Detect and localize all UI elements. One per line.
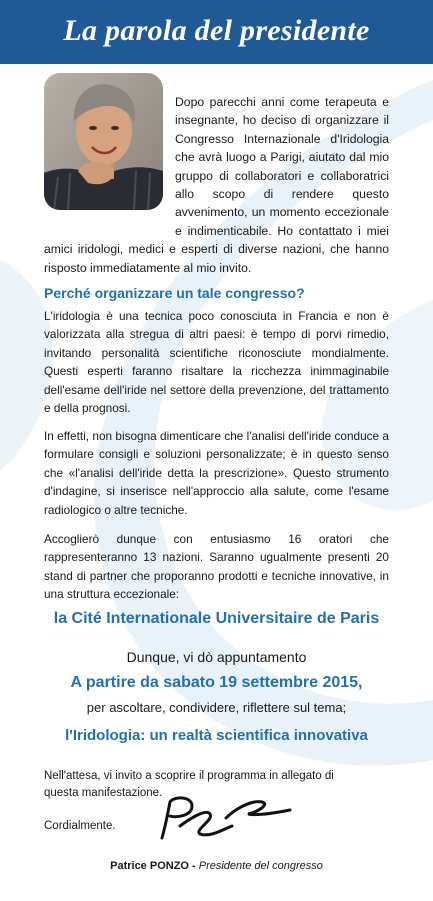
header-bar [0, 0, 433, 64]
date-line: A partire da sabato 19 settembre 2015, [70, 674, 363, 691]
intro-text: Dopo parecchi anni come terapeuta e insegnante, ho deciso di organizzare il Congresso Internazionale d'Iridologia che avrà luogo a Parigi, aiutato dal mio gruppo di collaboratori e collaboratrici allo scopo di rendere questo avvenimento, un momento eccezionale e indimenticabile. Ho contattato i miei amici iridologi, medici e esperti di diverse nazioni, che hanno risposto immediatamente al mio invito. [44, 95, 389, 275]
salutation: Cordialmente. [44, 820, 116, 832]
theme-line: l'Iridologia: un realtà scientifica innovativa [65, 727, 368, 744]
portrait-spacer [44, 93, 175, 223]
paragraph-2: In effetti, non bisogna dimenticare che l'analisi dell'iride conduce a formulare consigli e soluzioni personalizzate; è in questo senso che «l'analisi dell'iride detta la prescrizione». Questo strumento d'indagine, si inserisce nell'approccio alla salute, come l'esame radiologico o altre tecniche. [44, 429, 389, 517]
closing-text: Nell'attesa, vi invito a scoprire il programma in allegato di questa manifestazione. [44, 770, 334, 799]
paragraph-1: L'iridologia è una tecnica poco conosciuta in Francia e non è valorizzata alla stregua di altri paesi: è tempo di porvi rimedio, invitando personalità scientifiche riconosciute mondialmente. Questi esperti faranno risaltare la ricchezza inimmaginabile dell'esame dell'iride nel settore della prevenzione, del trattamento e della prognosi. [44, 309, 389, 416]
signer-role: Presidente del congresso [198, 860, 323, 872]
section-heading: Perché organizzare un tale congresso? [44, 285, 305, 301]
invite-line: per ascoltare, condividere, riflettere sul tema; [86, 700, 347, 715]
intro-paragraph [44, 93, 389, 277]
paragraph-3: Accoglierò dunque con entusiasmo 16 oratori che rappresenteranno 13 nazioni. Saranno ugualmente presenti 20 stand di partner che proporanno prodotti e tecniche innovative, in una struttura eccezionale: [44, 532, 389, 602]
appointment-text: Dunque, vi dò appuntamento [126, 649, 307, 665]
signer-name: Patrice PONZO - [110, 860, 196, 872]
venue-name: la Cité Internationale Universitaire de Paris [53, 610, 380, 627]
signature-image [140, 790, 300, 845]
signature-caption [0, 860, 433, 872]
page-title: La parola del presidente [63, 14, 370, 47]
